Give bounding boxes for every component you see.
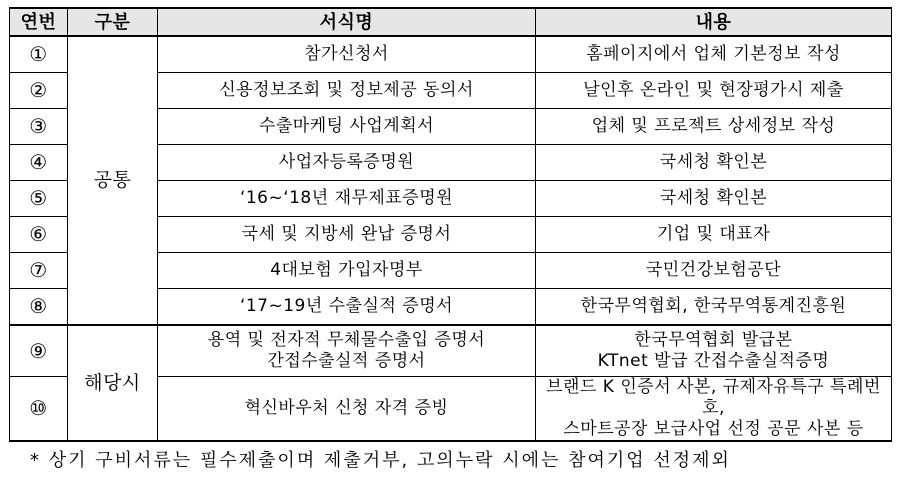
content-cell: 국민건강보험공단 bbox=[536, 253, 892, 289]
content-cell: 국세청 확인본 bbox=[536, 145, 892, 181]
form-name: 참가신청서 bbox=[158, 36, 536, 73]
header-form-name: 서식명 bbox=[158, 8, 536, 36]
content-cell bbox=[536, 325, 892, 377]
form-name: ‘16~‘18년 재무제표증명원 bbox=[158, 181, 536, 217]
row-number: ⑥ bbox=[10, 217, 68, 253]
content-line: 스마트공장 보급사업 선정 공문 사본 등 bbox=[563, 419, 864, 439]
row-number: ③ bbox=[10, 109, 68, 145]
form-name-line: 간접수출실적 증명서 bbox=[267, 351, 426, 371]
row-number: ④ bbox=[10, 145, 68, 181]
row-number: ① bbox=[10, 36, 68, 73]
header-content: 내용 bbox=[536, 8, 892, 36]
content-cell: 날인후 온라인 및 현장평가시 제출 bbox=[536, 73, 892, 109]
category-common: 공통 bbox=[68, 36, 158, 325]
table-header-row bbox=[10, 8, 892, 36]
content-cell: 기업 및 대표자 bbox=[536, 217, 892, 253]
form-name: 국세 및 지방세 완납 증명서 bbox=[158, 217, 536, 253]
form-name: 사업자등록증명원 bbox=[158, 145, 536, 181]
content-cell: 업체 및 프로젝트 상세정보 작성 bbox=[536, 109, 892, 145]
content-cell: 한국무역협회, 한국무역통계진흥원 bbox=[536, 289, 892, 326]
row-number: ② bbox=[10, 73, 68, 109]
content-cell: 국세청 확인본 bbox=[536, 181, 892, 217]
form-name: 신용정보조회 및 정보제공 동의서 bbox=[158, 73, 536, 109]
form-name-line: 용역 및 전자적 무체물수출입 증명서 bbox=[207, 330, 486, 350]
category-applicable: 해당시 bbox=[68, 325, 158, 441]
row-number: ⑦ bbox=[10, 253, 68, 289]
header-category: 구분 bbox=[68, 8, 158, 36]
table-row bbox=[10, 36, 892, 73]
form-name bbox=[158, 325, 536, 377]
row-number: ⑩ bbox=[10, 377, 68, 442]
footnote: * 상기 구비서류는 필수제출이며 제출거부, 고의누락 시에는 참여기업 선정제외 bbox=[30, 450, 731, 471]
content-line: KTnet 발급 간접수출실적증명 bbox=[597, 351, 830, 371]
content-line: 한국무역협회 발급본 bbox=[634, 330, 793, 350]
form-name: ‘17~19년 수출실적 증명서 bbox=[158, 289, 536, 326]
required-documents-table bbox=[9, 7, 892, 442]
row-number: ⑤ bbox=[10, 181, 68, 217]
form-name: 수출마케팅 사업계획서 bbox=[158, 109, 536, 145]
table-row bbox=[10, 325, 892, 377]
row-number: ⑨ bbox=[10, 325, 68, 377]
form-name: 혁신바우처 신청 자격 증빙 bbox=[158, 377, 536, 442]
content-line: 브랜드 K 인증서 사본, 규제자유특구 특례번호, bbox=[546, 377, 881, 418]
content-cell bbox=[536, 377, 892, 442]
form-name: 4대보험 가입자명부 bbox=[158, 253, 536, 289]
content-cell: 홈페이지에서 업체 기본정보 작성 bbox=[536, 36, 892, 73]
row-number: ⑧ bbox=[10, 289, 68, 326]
header-no: 연번 bbox=[10, 8, 68, 36]
